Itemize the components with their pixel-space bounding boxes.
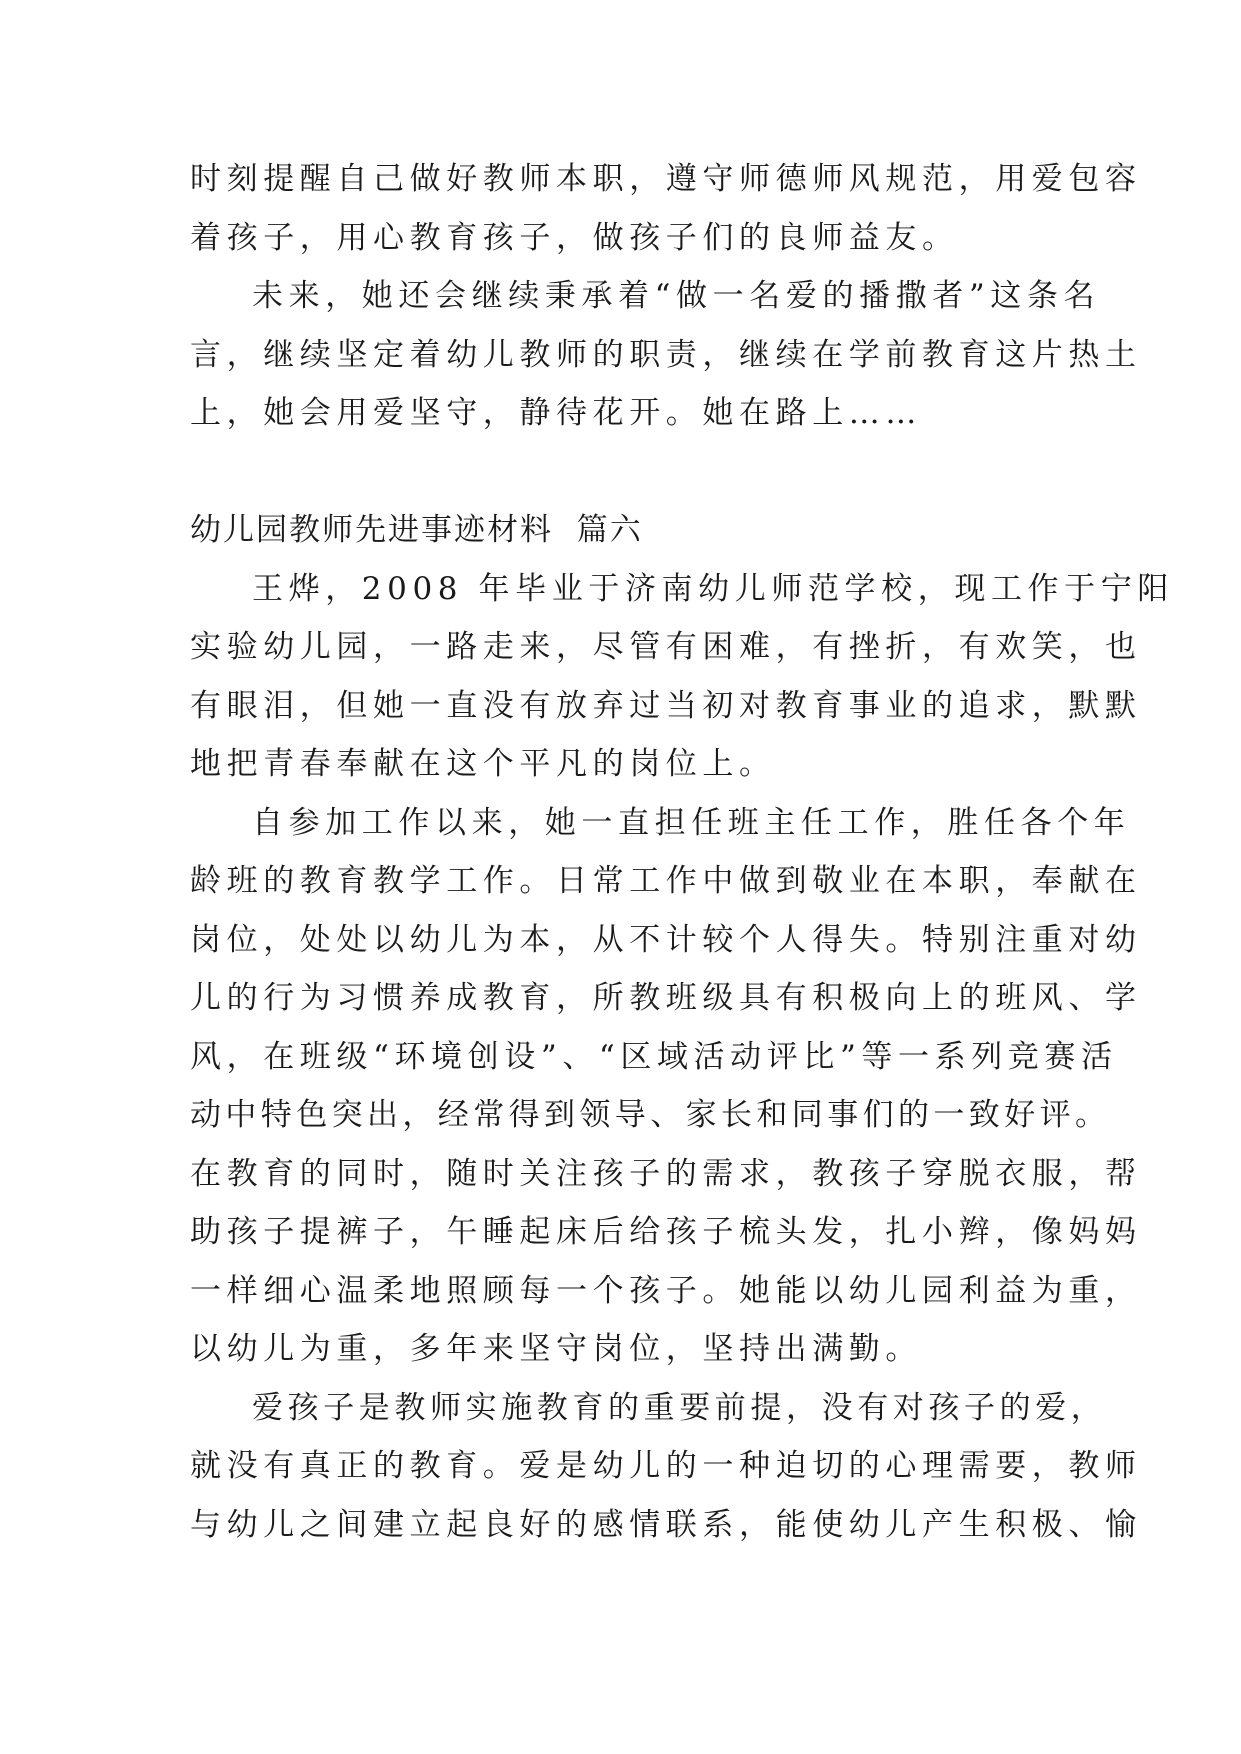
text-line: 未来，她还会继续秉承着“做一名爱的播撒者”这条名 bbox=[252, 278, 1101, 314]
text-line: 龄班的教育教学工作。日常工作中做到敬业在本职，奉献在 bbox=[190, 863, 1142, 899]
text-line: 地把青春奉献在这个平凡的岗位上。 bbox=[190, 746, 776, 782]
text-line: 就没有真正的教育。爱是幼儿的一种迫切的心理需要，教师 bbox=[190, 1448, 1142, 1484]
text-line: 以幼儿为重，多年来坚守岗位，坚持出满勤。 bbox=[190, 1331, 922, 1367]
text-line: 岗位，处处以幼儿为本，从不计较个人得失。特别注重对幼 bbox=[190, 922, 1142, 958]
text-line: 着孩子，用心教育孩子，做孩子们的良师益友。 bbox=[190, 220, 959, 256]
text-line: 一样细心温柔地照顾每一个孩子。她能以幼儿园利益为重， bbox=[190, 1273, 1142, 1309]
text-line: 动中特色突出，经常得到领导、家长和同事们的一致好评。 bbox=[190, 1097, 1111, 1133]
text-line: 在教育的同时，随时关注孩子的需求，教孩子穿脱衣服，帮 bbox=[190, 1156, 1142, 1192]
text-line: 王烨，2008 年毕业于济南幼儿师范学校，现工作于宁阳 bbox=[252, 571, 1174, 607]
text-line: 爱孩子是教师实施教育的重要前提，没有对孩子的爱， bbox=[252, 1390, 1107, 1426]
text-line: 风，在班级“环境创设”、“区域活动评比”等一系列竞赛活 bbox=[190, 1039, 1118, 1075]
section-heading: 幼儿园教师先进事迹材料 篇六 bbox=[190, 512, 643, 548]
text-line: 儿的行为习惯养成教育，所教班级具有积极向上的班风、学 bbox=[190, 980, 1142, 1016]
text-line: 助孩子提裤子，午睡起床后给孩子梳头发，扎小辫，像妈妈 bbox=[190, 1214, 1142, 1250]
text-line: 实验幼儿园，一路走来，尽管有困难，有挫折，有欢笑，也 bbox=[190, 629, 1142, 665]
text-line: 与幼儿之间建立起良好的感情联系，能使幼儿产生积极、愉 bbox=[190, 1507, 1142, 1543]
text-line: 上，她会用爱坚守，静待花开。她在路上…… bbox=[190, 395, 922, 431]
text-line: 有眼泪，但她一直没有放弃过当初对教育事业的追求，默默 bbox=[190, 688, 1142, 724]
text-line: 自参加工作以来，她一直担任班主任工作，胜任各个年 bbox=[252, 805, 1131, 841]
text-line: 时刻提醒自己做好教师本职，遵守师德师风规范，用爱包容 bbox=[190, 161, 1142, 197]
text-line: 言，继续坚定着幼儿教师的职责，继续在学前教育这片热土 bbox=[190, 337, 1142, 373]
